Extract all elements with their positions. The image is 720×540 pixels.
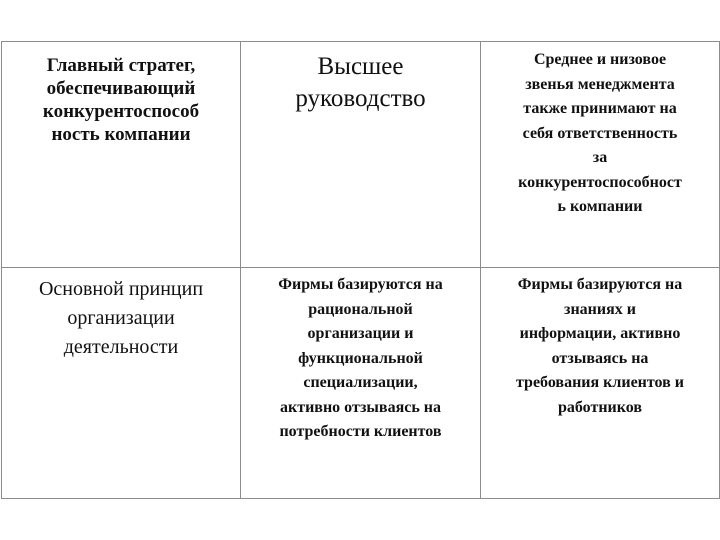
cell-top-management: Высшее руководство [295,53,426,112]
row-label-principle: Основной принцип организации деятельности [38,278,204,358]
table-cell [241,42,481,268]
cell-knowledge-information: Фирмы базируются на знаниях и информации, активно отзываясь на требования клиентов и работников [515,276,685,416]
cell-rational-organization: Фирмы базируются на рациональной организации и функциональной специализации, активно отзываясь на потребности клиентов [278,276,443,440]
comparison-table [1,41,720,499]
cell-middle-management: Среднее и низовое звенья менеджмента также принимают на себя ответственность за конкурентоспособност ь компании [518,51,682,215]
table-cell [481,268,720,499]
table-row [2,268,720,499]
table-cell [481,42,720,268]
row-label-cell [2,42,241,268]
row-label-strategist: Главный стратег, обеспечивающий конкурентоспособ ность компании [42,55,200,145]
table-row [2,42,720,268]
table-cell [241,268,481,499]
row-label-cell [2,268,241,499]
